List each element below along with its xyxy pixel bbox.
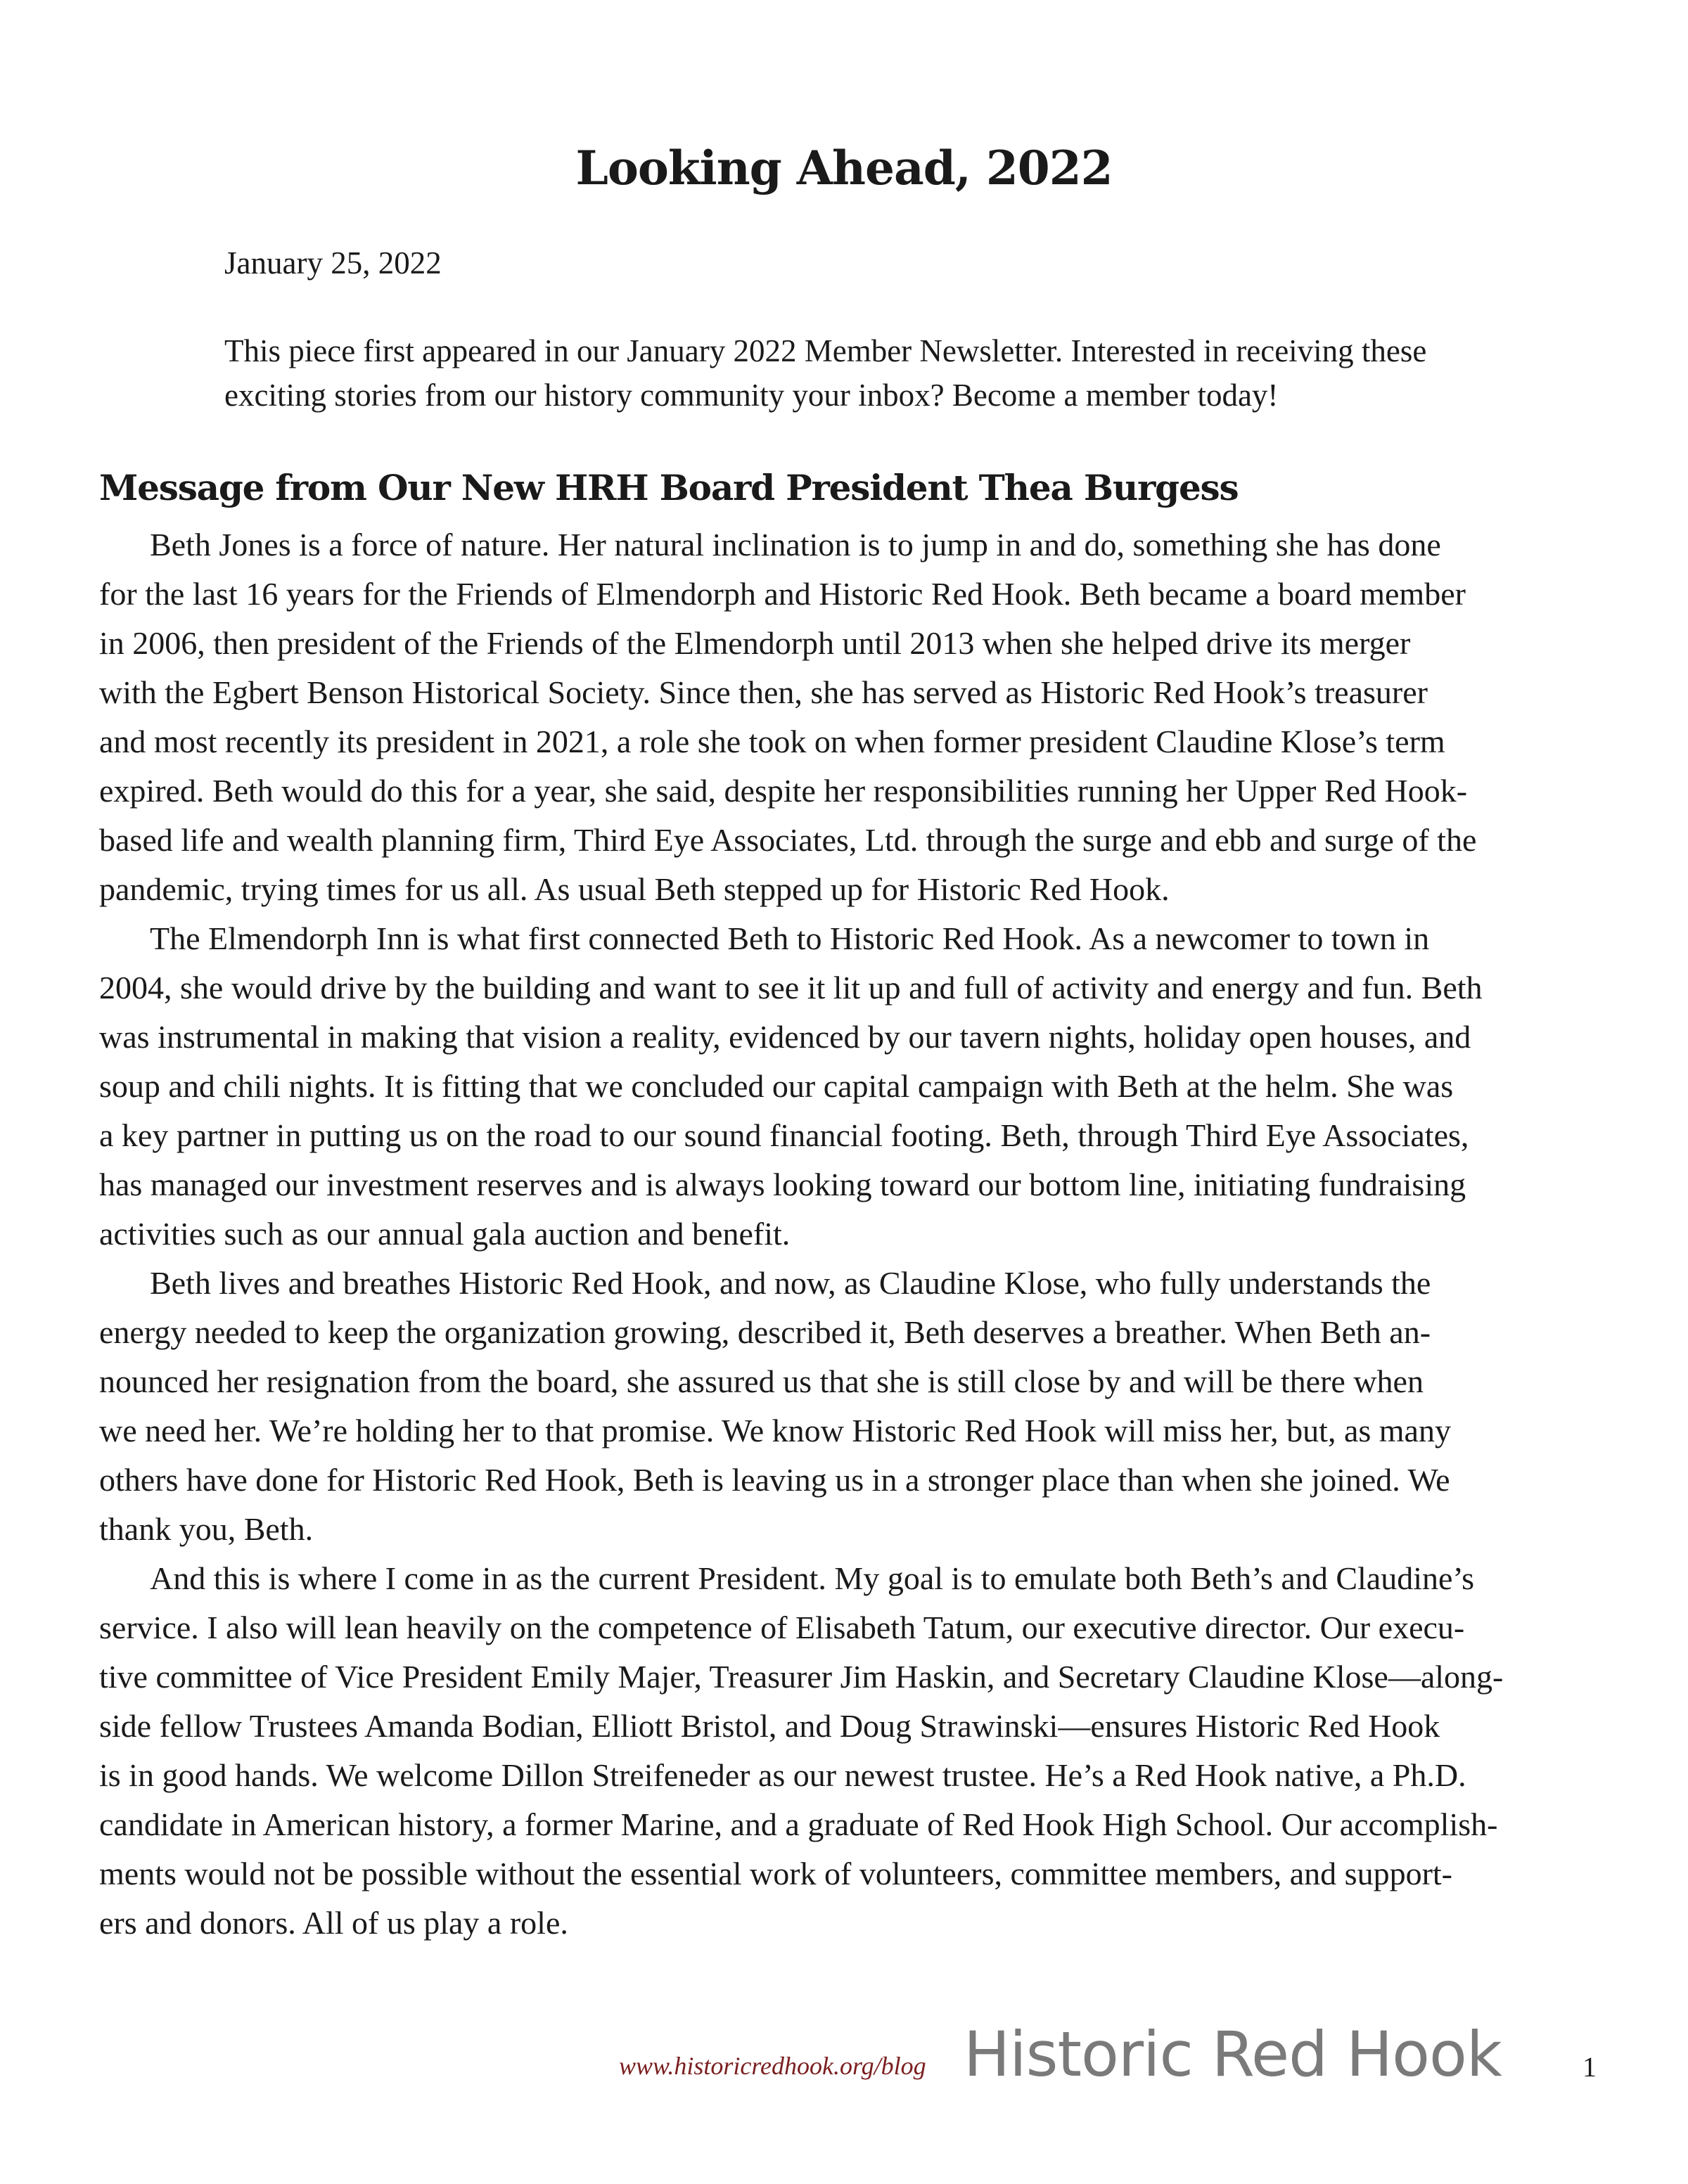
paragraph-line: service. I also will lean heavily on the competence of Elisabeth Tatum, our executive director. Our execu-	[99, 1610, 1465, 1645]
intro-line: exciting stories from our history community your inbox? Become a member today!	[224, 378, 1279, 413]
paragraph-line: Beth Jones is a force of nature. Her natural inclination is to jump in and do, something she has done	[150, 527, 1441, 563]
paragraph-line: has managed our investment reserves and is always looking toward our bottom line, initiating fundraising	[99, 1167, 1466, 1202]
intro-line: This piece first appeared in our January 2022 Member Newsletter. Interested in receiving these	[224, 333, 1427, 368]
paragraph-line: based life and wealth planning firm, Third Eye Associates, Ltd. through the surge and ebb and surge of the	[99, 822, 1477, 858]
paragraph-line: And this is where I come in as the current President. My goal is to emulate both Beth’s and Claudine’s	[150, 1560, 1475, 1596]
paragraph	[99, 914, 1503, 1259]
paragraph-line: is in good hands. We welcome Dillon Streifeneder as our newest trustee. He’s a Red Hook native, a Ph.D.	[99, 1757, 1466, 1793]
section-heading: Message from Our New HRH Board President Thea Burgess	[99, 467, 1239, 508]
paragraph-line: others have done for Historic Red Hook, Beth is leaving us in a stronger place than when she joined. We	[99, 1462, 1450, 1498]
paragraph-line: side fellow Trustees Amanda Bodian, Elliott Bristol, and Doug Strawinski—ensures Historic Red Hook	[99, 1708, 1440, 1744]
post-date: January 25, 2022	[224, 245, 442, 281]
intro-note	[224, 329, 1426, 418]
paragraph-line: a key partner in putting us on the road to our sound financial footing. Beth, through Third Eye Associates,	[99, 1117, 1469, 1153]
paragraph-line: was instrumental in making that vision a reality, evidenced by our tavern nights, holiday open houses, and	[99, 1019, 1471, 1055]
paragraph-line: soup and chili nights. It is fitting that we concluded our capital campaign with Beth at the helm. She was	[99, 1068, 1454, 1104]
page-number: 1	[1582, 2051, 1597, 2083]
paragraph-line: thank you, Beth.	[99, 1511, 314, 1547]
paragraph-line: activities such as our annual gala auction and benefit.	[99, 1216, 791, 1252]
paragraph-line: nounced her resignation from the board, she assured us that she is still close by and will be there when	[99, 1363, 1424, 1399]
paragraph-line: in 2006, then president of the Friends of the Elmendorph until 2013 when she helped drive its merger	[99, 625, 1411, 661]
page-title: Looking Ahead, 2022	[575, 141, 1113, 195]
paragraph-line: for the last 16 years for the Friends of Elmendorph and Historic Red Hook. Beth became a board member	[99, 576, 1466, 612]
paragraph-line: ments would not be possible without the essential work of volunteers, committee members, and support-	[99, 1856, 1452, 1891]
paragraph-line: The Elmendorph Inn is what first connected Beth to Historic Red Hook. As a newcomer to town in	[150, 920, 1430, 956]
brand-logo-text: Historic Red Hook	[964, 2018, 1502, 2090]
paragraph-line: with the Egbert Benson Historical Society. Since then, she has served as Historic Red Hook’s treasurer	[99, 674, 1428, 710]
paragraph-line: Beth lives and breathes Historic Red Hook, and now, as Claudine Klose, who fully understands the	[150, 1265, 1431, 1301]
paragraph-line: 2004, she would drive by the building and want to see it lit up and full of activity and energy and fun. Beth	[99, 970, 1483, 1006]
paragraph-line: and most recently its president in 2021, a role she took on when former president Claudine Klose’s term	[99, 724, 1445, 759]
paragraph-line: candidate in American history, a former Marine, and a graduate of Red Hook High School. Our accomplish-	[99, 1806, 1498, 1842]
blog-url-link[interactable]: www.historicredhook.org/blog	[619, 2052, 926, 2080]
paragraph	[99, 1554, 1503, 1948]
paragraph-line: tive committee of Vice President Emily Majer, Treasurer Jim Haskin, and Secretary Claudine Klose—along-	[99, 1659, 1504, 1695]
paragraph-line: pandemic, trying times for us all. As usual Beth stepped up for Historic Red Hook.	[99, 871, 1170, 907]
paragraph-line: expired. Beth would do this for a year, she said, despite her responsibilities running her Upper Red Hook-	[99, 773, 1468, 809]
paragraph-line: energy needed to keep the organization growing, described it, Beth deserves a breather. When Beth an-	[99, 1314, 1431, 1350]
paragraph-line: ers and donors. All of us play a role.	[99, 1905, 568, 1941]
paragraph	[99, 1259, 1503, 1554]
article-body	[99, 520, 1503, 1948]
paragraph-line: we need her. We’re holding her to that promise. We know Historic Red Hook will miss her, but, as many	[99, 1413, 1451, 1448]
paragraph	[99, 520, 1503, 914]
